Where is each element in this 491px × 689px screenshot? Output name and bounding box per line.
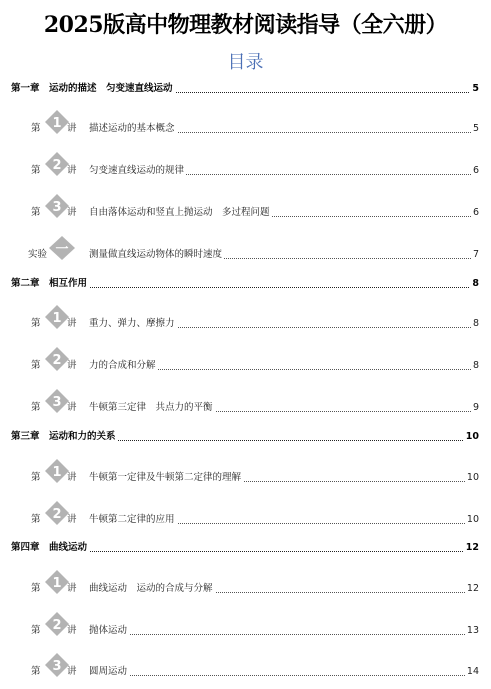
entry-title: 抛体运动 xyxy=(89,623,129,639)
entry-title: 重力、弹力、摩擦力 xyxy=(89,316,177,332)
entry-title: 自由落体运动和竖直上抛运动 多过程问题 xyxy=(89,205,272,221)
svg-text:2: 2 xyxy=(52,158,62,173)
toc-chapter-2[interactable] xyxy=(0,276,491,294)
toc-entry[interactable] xyxy=(0,576,491,599)
page-number: 5 xyxy=(470,81,479,97)
page-number: 8 xyxy=(471,316,479,332)
entry-prefix: 第 xyxy=(31,360,41,371)
toc-entry[interactable] xyxy=(0,200,491,223)
page-number: 14 xyxy=(465,664,479,680)
svg-text:1: 1 xyxy=(52,465,62,480)
page-number: 8 xyxy=(470,276,479,292)
entry-prefix: 第 xyxy=(31,514,41,525)
entry-suffix: 讲 xyxy=(67,123,77,134)
entry-suffix: 讲 xyxy=(67,472,77,483)
entry-suffix: 讲 xyxy=(67,666,77,677)
page-number: 12 xyxy=(464,540,479,556)
entry-title: 牛顿第二定律的应用 xyxy=(89,512,177,528)
page-number: 7 xyxy=(471,247,479,263)
entry-prefix: 第 xyxy=(31,318,41,329)
svg-text:一: 一 xyxy=(55,242,69,257)
entry-title: 测量做直线运动物体的瞬时速度 xyxy=(89,247,224,263)
toc-chapter-1[interactable] xyxy=(0,81,491,99)
toc-entry[interactable] xyxy=(0,465,491,488)
svg-text:1: 1 xyxy=(52,311,62,326)
page-number: 6 xyxy=(471,205,479,221)
entry-prefix: 第 xyxy=(31,666,41,677)
page-number: 8 xyxy=(471,358,479,374)
toc-entry[interactable] xyxy=(0,353,491,376)
page-number: 6 xyxy=(471,163,479,179)
toc-entry[interactable] xyxy=(0,311,491,334)
page-number: 10 xyxy=(464,429,479,445)
svg-text:2: 2 xyxy=(52,353,62,368)
svg-text:3: 3 xyxy=(52,395,62,410)
chapter-heading: 第二章 相互作用 xyxy=(11,276,89,292)
entry-prefix: 第 xyxy=(31,207,41,218)
entry-suffix: 讲 xyxy=(67,207,77,218)
entry-prefix: 第 xyxy=(31,472,41,483)
entry-prefix: 第 xyxy=(31,625,41,636)
page-number: 5 xyxy=(471,121,479,137)
entry-title: 曲线运动 运动的合成与分解 xyxy=(89,581,215,597)
entry-title: 描述运动的基本概念 xyxy=(89,121,177,137)
toc-entry-experiment[interactable] xyxy=(0,242,491,265)
toc-chapter-3[interactable] xyxy=(0,429,491,447)
entry-title: 匀变速直线运动的规律 xyxy=(89,163,186,179)
svg-text:1: 1 xyxy=(52,116,62,131)
toc-entry[interactable] xyxy=(0,507,491,530)
entry-suffix: 讲 xyxy=(67,165,77,176)
page-number: 10 xyxy=(465,470,479,486)
page-number: 13 xyxy=(465,623,479,639)
toc-heading: 目录 xyxy=(227,52,264,73)
svg-text:2: 2 xyxy=(52,618,62,633)
chapter-heading: 第一章 运动的描述 匀变速直线运动 xyxy=(11,81,175,97)
entry-suffix: 讲 xyxy=(67,318,77,329)
toc-entry[interactable] xyxy=(0,116,491,139)
entry-title: 圆周运动 xyxy=(89,664,129,680)
entry-suffix: 讲 xyxy=(67,360,77,371)
svg-text:3: 3 xyxy=(52,659,62,674)
toc-entry[interactable] xyxy=(0,395,491,418)
entry-suffix: 讲 xyxy=(67,625,77,636)
page-number: 12 xyxy=(465,581,479,597)
toc-chapter-4[interactable] xyxy=(0,540,491,558)
entry-title: 牛顿第一定律及牛顿第二定律的理解 xyxy=(89,470,243,486)
entry-title: 力的合成和分解 xyxy=(89,358,158,374)
document-title: 2025版高中物理教材阅读指导（全六册） xyxy=(43,12,448,38)
entry-prefix: 第 xyxy=(31,165,41,176)
toc-entry[interactable] xyxy=(0,618,491,641)
dot-leader xyxy=(89,675,477,676)
entry-suffix: 讲 xyxy=(67,583,77,594)
svg-text:2: 2 xyxy=(52,507,62,522)
entry-title: 牛顿第三定律 共点力的平衡 xyxy=(89,400,215,416)
experiment-number-badge xyxy=(48,235,76,261)
entry-prefix: 实验 xyxy=(28,249,48,260)
dot-leader xyxy=(89,634,477,635)
entry-suffix: 讲 xyxy=(67,402,77,413)
entry-suffix: 讲 xyxy=(67,514,77,525)
svg-text:1: 1 xyxy=(52,576,62,591)
chapter-heading: 第三章 运动和力的关系 xyxy=(11,429,118,445)
entry-prefix: 第 xyxy=(31,123,41,134)
entry-prefix: 第 xyxy=(31,402,41,413)
chapter-heading: 第四章 曲线运动 xyxy=(11,540,89,556)
toc-entry[interactable] xyxy=(0,158,491,181)
page-number: 10 xyxy=(465,512,479,528)
svg-text:3: 3 xyxy=(52,200,62,215)
entry-prefix: 第 xyxy=(31,583,41,594)
page-number: 9 xyxy=(471,400,479,416)
toc-entry[interactable] xyxy=(0,659,491,682)
